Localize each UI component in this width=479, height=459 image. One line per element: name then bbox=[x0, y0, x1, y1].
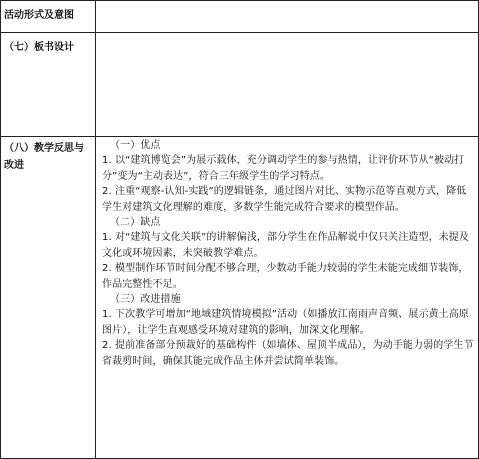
strength-item-2: 2. 注重“观察-认知-实践”的逻辑链条，通过图片对比、实物示范等直观方式，降低学生对建筑文化理解的难度，多数学生能完成符合要求的模型作品。 bbox=[102, 186, 467, 213]
weakness-item-2: 2. 模型制作环节时间分配不够合理，少数动手能力较弱的学生未能完成细节装饰，作品完整性不足。 bbox=[102, 263, 469, 290]
row-reflection bbox=[1, 137, 479, 459]
board-design-cell bbox=[96, 33, 479, 137]
weakness-item-1: 1. 对“建筑与文化关联”的讲解偏浅，部分学生在作品解说中仅只关注造型，未提及文化或环境因素，未突破教学难点。 bbox=[102, 232, 469, 259]
improvement-item-2: 2. 提前准备部分预裁好的基础构件（如墙体、屋顶半成品），为动手能力弱的学生节省裁剪时间，确保其能完成作品主体并尝试简单装饰。 bbox=[102, 340, 474, 367]
board-design-label: （七）板书设计 bbox=[1, 33, 96, 137]
strength-item-1: 1. 以“建筑博览会”为展示载体，充分调动学生的参与热情，让评价环节从“被动打分”变为“主动表达”，符合三年级学生的学习特点。 bbox=[102, 155, 465, 182]
section-heading-improvements: （三）改进措施 bbox=[110, 294, 181, 306]
reflection-label: （八）教学反思与改进 bbox=[1, 137, 96, 459]
activity-form-cell bbox=[96, 1, 479, 33]
section-heading-strengths: （一）优点 bbox=[110, 140, 161, 151]
section-heading-weaknesses: （二）缺点 bbox=[110, 217, 161, 229]
row-board-design bbox=[1, 33, 479, 137]
reflection-cell bbox=[96, 137, 479, 459]
row-activity-form bbox=[1, 1, 479, 33]
improvement-item-1: 1. 下次教学可增加“地域建筑情境模拟”活动（如播放江南雨声音频、展示黄土高原图片），让学生直观感受环境对建筑的影响，加深文化理解。 bbox=[102, 309, 469, 336]
activity-form-label: 活动形式及意图 bbox=[1, 1, 96, 33]
